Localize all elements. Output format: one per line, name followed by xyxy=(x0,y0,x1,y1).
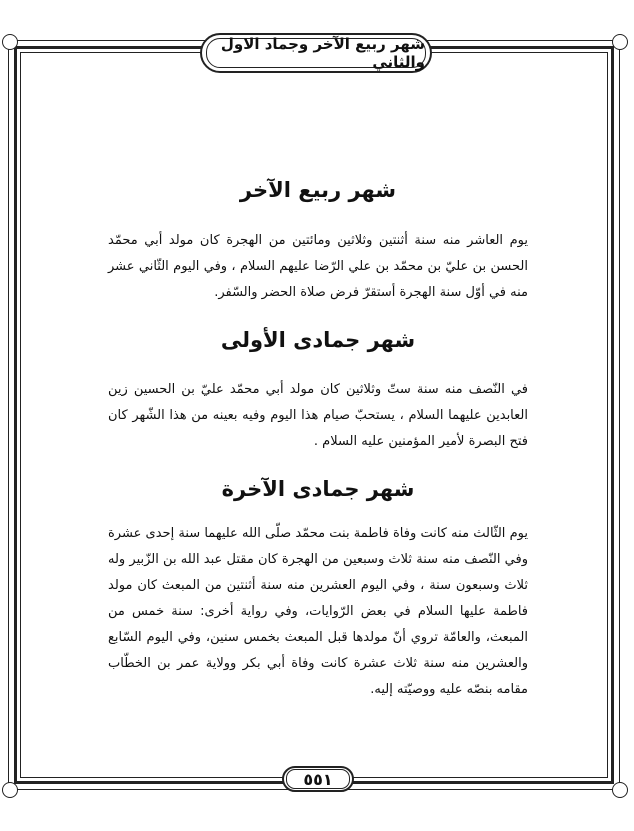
section-text-jumada-ula: في النّصف منه سنة ستّ وثلاثين كان مولد أبي محمّد عليّ بن الحسين زين العابدين عليهما السلام ، يستحبّ صيام هذا اليوم وفيه بعينه من هذا الشّهر كان فتح البصرة لأمير المؤمنين عليه السلام . xyxy=(108,382,528,449)
running-header-title: شهر ربيع الآخر وجماد الاول والثاني xyxy=(206,38,426,68)
page-number: ٥٥١ xyxy=(286,769,350,789)
section-text-rabi-akhir: يوم العاشر منه سنة أثنتين وثلاثين ومائتين من الهجرة كان مولد أبي محمّد الحسن بن عليّ بن محمّد بن علي الرّضا عليهم السلام ، وفي اليوم الثّاني عشر منه في أوّل سنة الهجرة أستقرّ فرض صلاة الحضر والسّفر. xyxy=(108,233,528,300)
section-heading-jumada-ula: شهر جمادى الأولى xyxy=(220,328,416,352)
corner-ornament-top-left xyxy=(2,34,18,50)
corner-ornament-bottom-left xyxy=(2,782,18,798)
corner-ornament-bottom-right xyxy=(612,782,628,798)
section-text-jumada-akhira: يوم الثّالث منه كانت وفاة فاطمة بنت محمّد صلّى الله عليهما سنة إحدى عشرة وفي النّصف منه سنة ثلاث وسبعين من الهجرة كان مقتل عبد الله بن الزّبير وله ثلاث وسبعون سنة ، وفي اليوم العشرين منه سنة أثنتين من المبعث كان مولد فاطمة عليها السلام في بعض الرّوايات، وفي رواية أخرى: سنة خمس من المبعث، والعامّة تروي أنّ مولدها قبل المبعث بخمس سنين، وفي اليوم السّابع والعشرين منه سنة ثلاث عشرة كانت وفاة أبي بكر وولاية عمر بن الخطّاب مقامه بنصّه عليه ووصيّته إليه. xyxy=(108,526,528,697)
section-heading-jumada-akhira: شهر جمادى الآخرة xyxy=(221,477,415,501)
corner-ornament-top-right xyxy=(612,34,628,50)
section-heading-rabi-akhir: شهر ربيع الآخر xyxy=(239,178,397,202)
running-header xyxy=(200,33,432,73)
page-number-badge xyxy=(282,766,354,792)
